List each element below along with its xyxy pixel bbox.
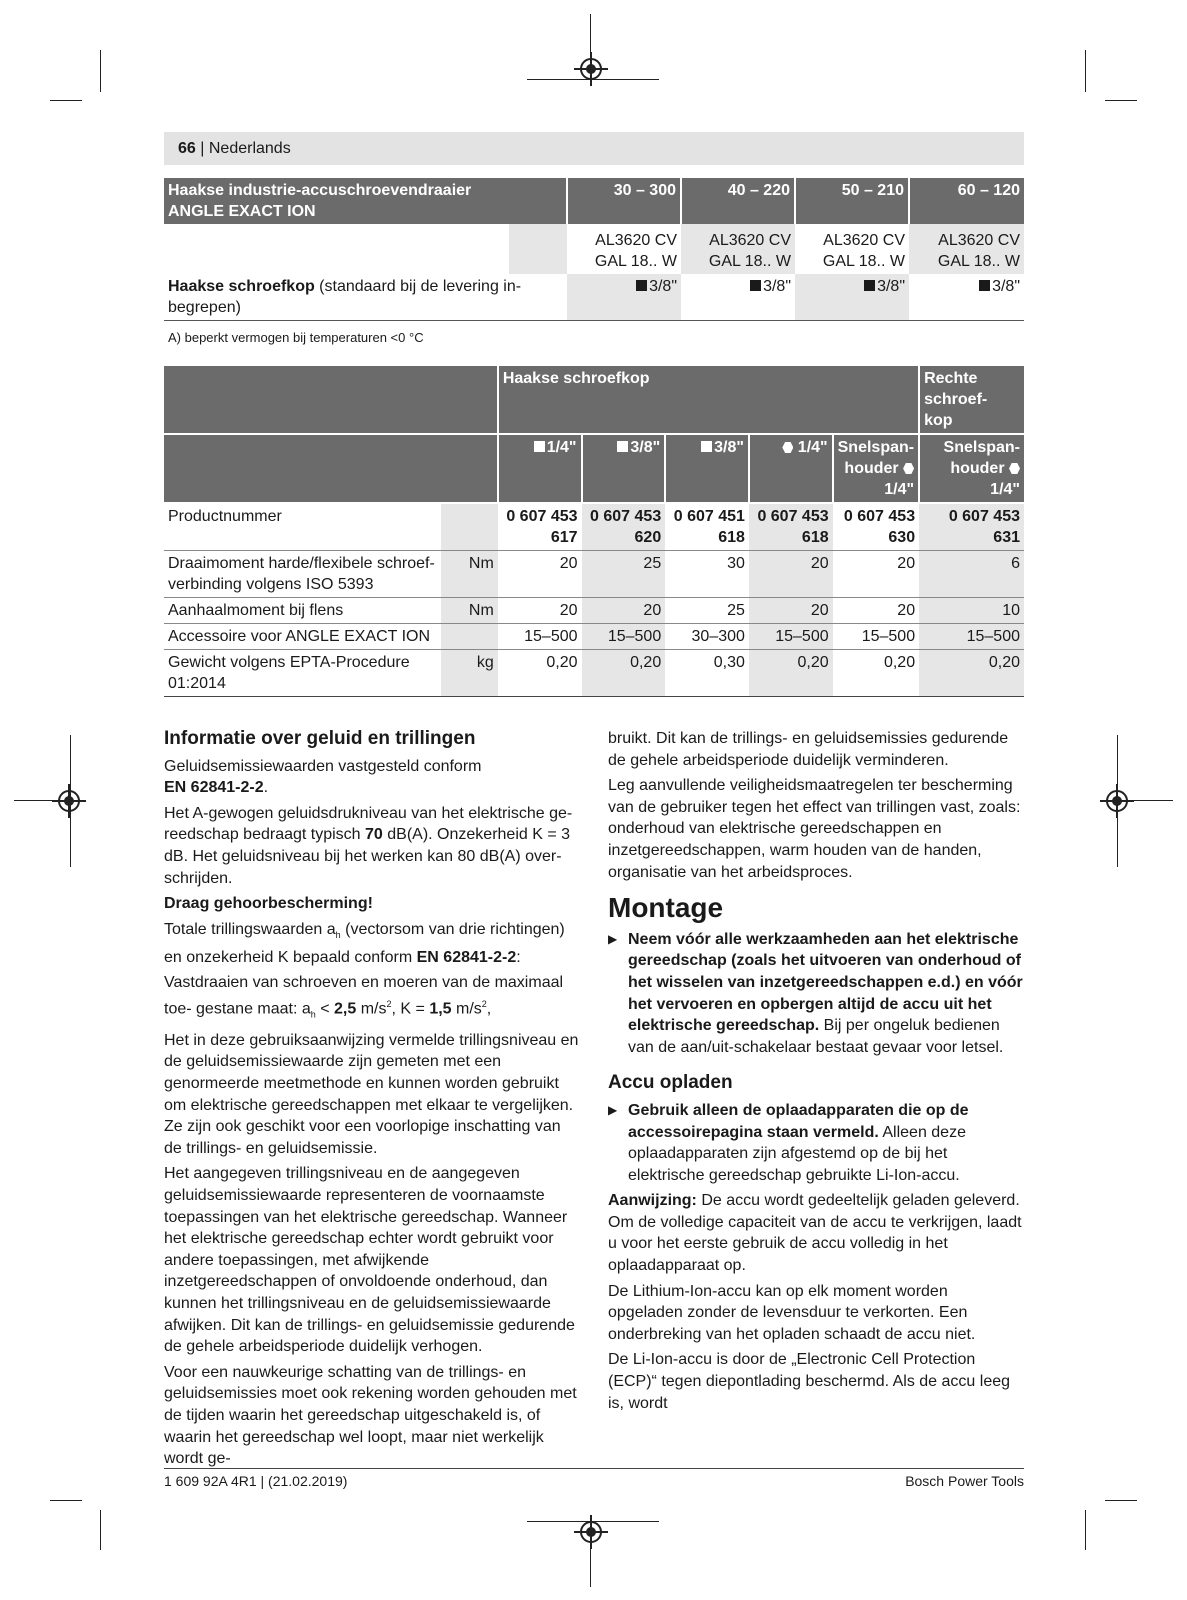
- row-label: Accessoire voor ANGLE EXACT ION: [164, 624, 441, 650]
- crop-mark: [50, 100, 82, 101]
- table-header-row: [164, 366, 1024, 434]
- value-cell: 25: [582, 551, 666, 598]
- crop-mark: [1085, 50, 1086, 92]
- row-label: Draaimoment harde/flexibele schroef- verbinding volgens ISO 5393: [164, 551, 441, 598]
- value-cell: 0,20: [498, 650, 582, 697]
- group-header: Rechte schroef- kop: [919, 366, 1024, 434]
- charger-cell: AL3620 CV GAL 18.. W: [594, 232, 677, 270]
- value-cell: 20: [749, 598, 833, 624]
- paragraph: Het A-gewogen geluidsdrukniveau van het elektrische ge- reedschap bedraagt typisch 70 dB(A). Onzekerheid K = 3 dB. Het geluidsniveau bij het werken kan 80 dB(A) over- schrijden.: [164, 804, 573, 887]
- section-heading: Informatie over geluid en trillingen: [164, 728, 476, 749]
- table-row: [164, 598, 1024, 624]
- range-header: 40 – 220: [681, 178, 795, 224]
- value-cell: 25: [665, 598, 749, 624]
- crop-mark: [14, 800, 54, 801]
- square-drive-icon: [979, 280, 990, 291]
- section-heading: Montage: [608, 892, 724, 924]
- warning-text: Draag gehoorbescherming!: [164, 895, 373, 913]
- unit-cell: kg: [441, 650, 498, 697]
- value-cell: 3/8": [909, 274, 1024, 321]
- charger-cell: AL3620 CV GAL 18.. W: [681, 224, 795, 274]
- value-cell: 30–300: [665, 624, 749, 650]
- header-separator: |: [200, 140, 205, 157]
- unit-cell: [441, 503, 498, 551]
- value-cell: 15–500: [582, 624, 666, 650]
- value-cell: 0 607 453 630: [833, 503, 919, 551]
- right-column: [608, 728, 1024, 1418]
- value-cell: 0 607 451 618: [665, 503, 749, 551]
- range-header: 60 – 120: [909, 178, 1024, 224]
- square-drive-icon: [617, 441, 628, 452]
- paragraph: Vastdraaien van schroeven en moeren van de maximaal toe- gestane maat: $a_h < 2,5$ $m/s^2$, K = 1,5 $m/s^2$,: [164, 974, 564, 1020]
- paragraph: Aanwijzing: De accu wordt gedeeltelijk geladen geleverd. Om de volledige capaciteit van de accu te verkrijgen, laadt u voor het eerste gebruik de accu volledig in het oplaadapparaat op.: [608, 1192, 1022, 1275]
- table-row: [164, 503, 1024, 551]
- size-header: Snelspan- houder 1/4": [833, 434, 919, 503]
- value-cell: 30: [665, 551, 749, 598]
- safety-bullet: ▶ Neem vóór alle werkzaamheden aan het elektrische gereedschap (zoals het uitvoeren van onderhoud of het wisselen van inzetgereedschappen e.d.) en vóór het vervoeren en opbergen altijd de accu uit het elektrische gereedschap. Bij per ongeluk bedienen van de aan/uit-schakelaar bestaat gevaar voor letsel.: [608, 929, 1024, 1059]
- hex-drive-icon: [903, 463, 914, 474]
- footer-brand: Bosch Power Tools: [905, 1473, 1024, 1489]
- value-cell: 0 607 453 620: [582, 503, 666, 551]
- value-cell: 0,20: [582, 650, 666, 697]
- header-language: Nederlands: [208, 140, 291, 157]
- square-drive-icon: [864, 280, 875, 291]
- value-cell: 20: [833, 551, 919, 598]
- value-cell: 3/8": [567, 274, 681, 321]
- square-drive-icon: [701, 441, 712, 452]
- row-label: Productnummer: [164, 503, 441, 551]
- crop-mark: [1085, 1510, 1086, 1550]
- square-drive-icon: [534, 441, 545, 452]
- paragraph: De Li-Ion-accu is door de „Electronic Cell Protection (ECP)“ tegen diepontlading beschermd. Als de accu leeg is, wordt: [608, 1351, 1011, 1412]
- hex-drive-icon: [782, 442, 793, 453]
- table-row: [164, 224, 1024, 274]
- table-header-row: [164, 178, 1024, 224]
- value-cell: 10: [919, 598, 1024, 624]
- footer-divider: [164, 1468, 1024, 1469]
- row-label: Aanhaalmoment bij flens: [164, 598, 441, 624]
- value-cell: 3/8": [795, 274, 909, 321]
- square-drive-icon: [636, 280, 647, 291]
- value-cell: 0 607 453 617: [498, 503, 582, 551]
- registration-mark-icon: [580, 58, 602, 80]
- hex-drive-icon: [1009, 463, 1020, 474]
- registration-mark-icon: [58, 790, 80, 812]
- value-cell: 0 607 453 618: [749, 503, 833, 551]
- value-cell: 15–500: [833, 624, 919, 650]
- value-cell: 3/8": [681, 274, 795, 321]
- size-header: 1/4": [498, 434, 582, 503]
- paragraph: Geluidsemissiewaarden vastgesteld conform EN 62841-2-2.: [164, 757, 482, 797]
- safety-bullet: ▶ Gebruik alleen de oplaadapparaten die op de accessoirepagina staan vermeld. Alleen deze oplaadapparaten zijn afgestemd op de bij het elektrische gereedschap gebruikte Li-Ion-accu.: [608, 1100, 1024, 1186]
- value-cell: 20: [498, 598, 582, 624]
- value-cell: 0,30: [665, 650, 749, 697]
- square-drive-icon: [750, 280, 761, 291]
- paragraph: Voor een nauwkeurige schatting van de trillings- en geluidsemissies moet ook rekening worden gehouden met de tijden waarin het gereedschap uitgeschakeld is, of waarin het gereedschap wel loopt, maar niet werkelijk wordt ge-: [164, 1363, 577, 1468]
- row-label: Haakse schroefkop (standaard bij de levering in- begrepen): [164, 274, 567, 321]
- section-heading: Accu opladen: [608, 1072, 733, 1094]
- size-header: 3/8": [665, 434, 749, 503]
- spec-table-1: [164, 178, 1024, 321]
- row-label: Gewicht volgens EPTA-Procedure 01:2014: [164, 650, 441, 697]
- registration-mark-icon: [1106, 790, 1128, 812]
- value-cell: 0,20: [749, 650, 833, 697]
- page-number: 66: [178, 140, 196, 157]
- paragraph: De Lithium-Ion-accu kan op elk moment worden opgeladen zonder de levensduur te verkorten. Een onderbreking van het opladen schaadt de accu niet.: [608, 1282, 976, 1343]
- value-cell: 0,20: [833, 650, 919, 697]
- charger-cell: AL3620 CV GAL 18.. W: [909, 224, 1024, 274]
- unit-cell: Nm: [441, 598, 498, 624]
- table-row: [164, 274, 1024, 321]
- footnote: A) beperkt vermogen bij temperaturen <0 °C: [168, 330, 424, 345]
- crop-mark: [100, 50, 101, 92]
- value-cell: 20: [749, 551, 833, 598]
- value-cell: 6: [919, 551, 1024, 598]
- paragraph: bruikt. Dit kan de trillings- en geluidsemissies gedurende de gehele arbeidsperiode duidelijk verminderen.: [608, 730, 1009, 769]
- table-row: [164, 650, 1024, 697]
- value-cell: 0,20: [919, 650, 1024, 697]
- value-cell: 0 607 453 631: [919, 503, 1024, 551]
- table-row: [164, 551, 1024, 598]
- charger-cell: AL3620 CV GAL 18.. W: [822, 232, 905, 270]
- registration-mark-icon: [580, 1521, 602, 1543]
- value-cell: 15–500: [498, 624, 582, 650]
- value-cell: 15–500: [919, 624, 1024, 650]
- range-header: 30 – 300: [567, 178, 681, 224]
- crop-mark: [1105, 1500, 1137, 1501]
- size-header: 3/8": [582, 434, 666, 503]
- table-header-row: [164, 434, 1024, 503]
- crop-mark: [50, 1500, 82, 1501]
- crop-mark: [1133, 800, 1173, 801]
- value-cell: 20: [498, 551, 582, 598]
- unit-cell: [441, 624, 498, 650]
- value-cell: 15–500: [749, 624, 833, 650]
- footer-doc-id: 1 609 92A 4R1 | (21.02.2019): [164, 1473, 348, 1489]
- table-row: [164, 624, 1024, 650]
- crop-mark: [1105, 100, 1137, 101]
- value-cell: 20: [833, 598, 919, 624]
- size-header: 1/4": [749, 434, 833, 503]
- left-column: [164, 728, 579, 1474]
- paragraph: Totale trillingswaarden $a_h$ (vectorsom van drie richtingen) en onzekerheid K bepaald conform EN 62841-2-2:: [164, 920, 565, 966]
- page-header: [164, 132, 1024, 165]
- spec-table-2: [164, 366, 1024, 697]
- paragraph: Leg aanvullende veiligheidsmaatregelen ter bescherming van de gebruiker tegen het effect van trillingen vast, zoals: onderhoud van elektrische gereedschappen en inzetgereedschappen, warm houden van de handen, organisatie van het arbeidsproces.: [608, 777, 1021, 881]
- value-cell: 20: [582, 598, 666, 624]
- group-header: Haakse schroefkop: [498, 366, 919, 434]
- size-header: Snelspan- houder 1/4": [919, 434, 1024, 503]
- paragraph: Het aangegeven trillingsniveau en de aangegeven geluidsemissiewaarde representeren de voornaamste toepassingen van het elektrische gereedschap. Wanneer het elektrische gereedschap echter wordt gebruikt voor andere toepassingen, met afwijkende inzetgereedschappen of onvoldoende onderhoud, dan kunnen het trillingsniveau en de geluidsemissiewaarde afwijken. Dit kan de trillings- en geluidsemissie gedurende de gehele arbeidsperiode duidelijk verhogen.: [164, 1165, 575, 1356]
- range-header: 50 – 210: [795, 178, 909, 224]
- crop-mark: [100, 1510, 101, 1550]
- paragraph: Het in deze gebruiksaanwijzing vermelde trillingsniveau en de geluidsemissiewaarde zijn gemeten met een genormeerde meetmethode en kunnen worden gebruikt om elektrische gereedschappen met elkaar te vergelijken. Ze zijn ook geschikt voor een voorlopige inschatting van de trillings- en geluidsemissie.: [164, 1031, 579, 1157]
- table-title: Haakse industrie-accuschroevendraaier ANGLE EXACT ION: [164, 178, 567, 224]
- unit-cell: Nm: [441, 551, 498, 598]
